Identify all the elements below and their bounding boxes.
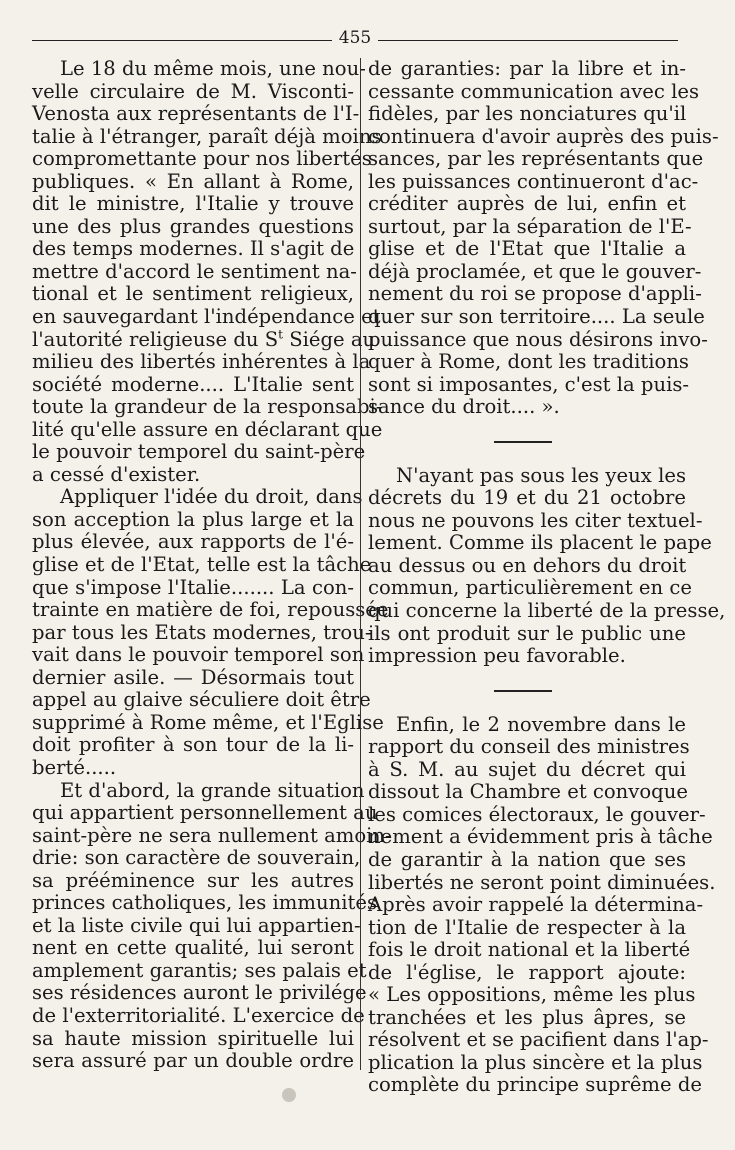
header-rule-right xyxy=(378,40,678,41)
text-line: appel au glaive séculiere doit être xyxy=(32,688,371,712)
column-divider xyxy=(360,58,361,1070)
text-line: de garanties: par la libre et in- xyxy=(368,57,686,80)
text-line: ses résidences auront le privilége xyxy=(32,981,367,1005)
text-line: Enfin, le 2 novembre dans le xyxy=(396,712,686,736)
text-line: Le 18 du même mois, une nou- xyxy=(60,57,366,80)
section-separator-2 xyxy=(368,668,686,714)
text-line: sa prééminence sur les autres xyxy=(32,868,354,892)
text-line: supprimé à Rome même, et l'Eglise xyxy=(32,710,384,734)
text-line: glise et de l'Etat que l'Italie a xyxy=(368,237,686,261)
text-line: « Les oppositions, même les plus xyxy=(368,983,696,1007)
right-column xyxy=(368,57,726,1097)
text-line: cessante communication avec les xyxy=(368,79,700,103)
text-line: tional et le sentiment religieux, xyxy=(32,282,354,306)
text-line: de l'église, le rapport ajoute: xyxy=(368,960,686,984)
text-line: sa haute mission spirituelle lui xyxy=(32,1026,354,1050)
text-line: que s'impose l'Italie....... La con- xyxy=(32,575,354,599)
text-line: surtout, par la séparation de l'E- xyxy=(368,214,692,238)
text-line: commun, particulièrement en ce xyxy=(368,576,692,600)
text-line: qui concerne la liberté de la presse, xyxy=(368,599,726,623)
text-line: résolvent et se pacifient dans l'ap- xyxy=(368,1028,709,1052)
text-line: a cessé d'exister. xyxy=(32,462,201,486)
right-paragraph-3 xyxy=(368,712,716,1097)
text-line: et la liste civile qui lui appartien- xyxy=(32,913,361,937)
text-line: sont si imposantes, c'est la puis- xyxy=(368,372,690,396)
text-line: ils ont produit sur le public une xyxy=(368,621,686,645)
text-line: le pouvoir temporel du saint-père xyxy=(32,440,366,464)
section-separator-1 xyxy=(368,419,686,465)
text-line: saint-père ne sera nullement amoin- xyxy=(32,823,392,847)
text-line: par tous les Etats modernes, trou- xyxy=(32,620,372,644)
text-line: velle circulaire de M. Visconti- xyxy=(32,79,354,103)
text-line: Appliquer l'idée du droit, dans xyxy=(60,485,363,509)
text-line: à S. M. au sujet du décret qui xyxy=(368,757,686,781)
text-line: de garantir à la nation que ses xyxy=(368,847,686,871)
text-line: les puissances continueront d'ac- xyxy=(368,169,699,193)
text-line: tion de l'Italie de respecter à la xyxy=(368,915,686,939)
page-number: 455 xyxy=(338,28,372,48)
text-line: lité qu'elle assure en déclarant que xyxy=(32,417,383,441)
text-line: société moderne.... L'Italie sent xyxy=(32,372,354,396)
text-line: quer sur son territoire.... La seule xyxy=(368,305,705,329)
text-line: milieu des libertés inhérentes à la xyxy=(32,350,371,374)
text-line: berté..... xyxy=(32,755,117,779)
text-line: tranchées et les plus âpres, se xyxy=(368,1005,686,1029)
text-line: N'ayant pas sous les yeux les xyxy=(396,463,686,487)
text-line: libertés ne seront point diminuées. xyxy=(368,870,716,894)
text-line: fidèles, par les nonciatures qu'il xyxy=(368,102,687,126)
text-line: plus élevée, aux rapports de l'é- xyxy=(32,530,354,554)
text-line: trainte en matière de foi, repoussée xyxy=(32,598,389,622)
text-line: sera assuré par un double ordre xyxy=(32,1049,354,1073)
text-line: une des plus grandes questions xyxy=(32,214,354,238)
header-rule-left xyxy=(32,40,332,41)
text-line: drie: son caractère de souverain, xyxy=(32,846,361,870)
text-line: Après avoir rappelé la détermina- xyxy=(368,893,704,917)
text-line: talie à l'étranger, paraît déjà moins xyxy=(32,124,382,148)
text-line: impression peu favorable. xyxy=(368,644,626,668)
text-line: sances, par les représentants que xyxy=(368,147,704,171)
text-line: quer à Rome, dont les traditions xyxy=(368,350,689,374)
text-line: dit le ministre, l'Italie y trouve xyxy=(32,192,354,216)
text-line: créditer auprès de lui, enfin et xyxy=(368,192,686,216)
text-line: doit profiter à son tour de la li- xyxy=(32,733,354,757)
text-line: l'autorité religieuse du $S^t$ Siége au xyxy=(32,327,376,351)
text-line: rapport du conseil des ministres xyxy=(368,735,690,759)
text-line: son acception la plus large et la xyxy=(32,507,354,531)
text-line: sance du droit.... ». xyxy=(368,395,560,419)
text-line: amplement garantis; ses palais et xyxy=(32,958,367,982)
right-paragraph-2 xyxy=(368,463,726,668)
text-line: plication la plus sincère et la plus xyxy=(368,1050,703,1074)
text-line: complète du principe suprême de xyxy=(368,1073,702,1097)
text-line: dernier asile. — Désormais tout xyxy=(32,665,354,689)
text-line: toute la grandeur de la responsabi- xyxy=(32,395,383,419)
text-line: déjà proclamée, et que le gouver- xyxy=(368,259,702,283)
text-line: décrets du 19 et du 21 octobre xyxy=(368,486,686,510)
text-line: dissout la Chambre et convoque xyxy=(368,780,688,804)
text-line: qui appartient personnellement au xyxy=(32,801,378,825)
text-line: les comices électoraux, le gouver- xyxy=(368,802,706,826)
left-column xyxy=(32,57,392,1073)
ink-smudge xyxy=(282,1088,296,1102)
text-line: vait dans le pouvoir temporel son xyxy=(32,643,365,667)
text-line: mettre d'accord le sentiment na- xyxy=(32,259,357,283)
text-line: fois le droit national et la liberté xyxy=(368,938,691,962)
text-line: puissance que nous désirons invo- xyxy=(368,327,708,351)
text-line: princes catholiques, les immunités xyxy=(32,891,377,915)
text-line: en sauvegardant l'indépendance et xyxy=(32,305,381,329)
text-line: glise et de l'Etat, telle est la tâche xyxy=(32,553,372,577)
text-line: nement du roi se propose d'appli- xyxy=(368,282,702,306)
text-line: nous ne pouvons les citer textuel- xyxy=(368,508,703,532)
text-line: Venosta aux représentants de l'I- xyxy=(32,102,360,126)
text-line: nement a évidemment pris à tâche xyxy=(368,825,713,849)
text-line: lement. Comme ils placent le pape xyxy=(368,531,712,555)
right-paragraph-1 xyxy=(368,57,719,419)
text-line: au dessus ou en dehors du droit xyxy=(368,553,687,577)
text-line: continuera d'avoir auprès des puis- xyxy=(368,124,719,148)
text-line: nent en cette qualité, lui seront xyxy=(32,936,354,960)
text-line: Et d'abord, la grande situation xyxy=(60,778,365,802)
text-line: de l'exterritorialité. L'exercice de xyxy=(32,1003,365,1027)
text-line: des temps modernes. Il s'agit de xyxy=(32,237,355,261)
text-line: publiques. « En allant à Rome, xyxy=(32,169,354,193)
text-line: compromettante pour nos libertés xyxy=(32,147,372,171)
